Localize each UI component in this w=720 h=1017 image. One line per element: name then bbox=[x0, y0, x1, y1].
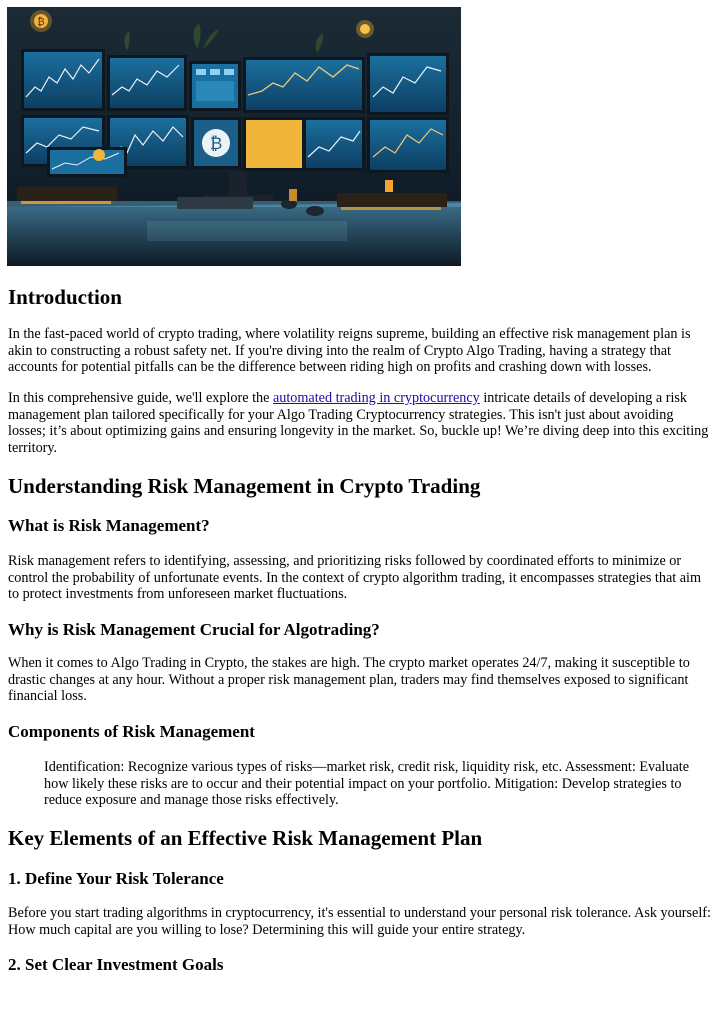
intro-paragraph-2 bbox=[8, 390, 712, 456]
why-paragraph: When it comes to Algo Trading in Crypto, the stakes are high. The crypto market operates 24/7, making it susceptible to drastic changes at any hour. Without a proper risk management plan, traders may find themselves exposed to significant financial loss. bbox=[8, 655, 690, 705]
crypto-trading-monitors-illustration bbox=[7, 7, 461, 266]
define-tolerance-heading: 1. Define Your Risk Tolerance bbox=[8, 869, 224, 888]
components-paragraph: Identification: Recognize various types of risks—market risk, credit risk, liquidity risk, etc. Assessment: Evaluate how likely these risks are to occur and their potential impact on your portfolio. Mitigation: Develop strategies to reduce exposure and manage those risks effectively. bbox=[44, 759, 689, 809]
svg-text:₿: ₿ bbox=[37, 17, 45, 28]
what-paragraph: Risk management refers to identifying, assessing, and prioritizing risks followed by coordinated efforts to minimize or control the probability of unfortunate events. In the context of crypto algorithm trading, it encompasses strategies that aim to protect investments from unforeseen market fluctuations. bbox=[8, 553, 702, 603]
intro-paragraph-1: In the fast-paced world of crypto trading, where volatility reigns supreme, building an effective risk management plan is akin to constructing a robust safety net. If you're diving into the realm of Crypto Algo Trading, having a strategy that accounts for potential pitfalls can be the difference between riding high on profits and crashing down with losses. bbox=[8, 326, 691, 376]
goals-heading: 2. Set Clear Investment Goals bbox=[8, 955, 224, 974]
what-heading: What is Risk Management? bbox=[8, 516, 210, 535]
hero-image bbox=[7, 7, 461, 266]
why-heading: Why is Risk Management Crucial for Algotrading? bbox=[8, 620, 380, 639]
intro-heading: Introduction bbox=[8, 285, 122, 309]
intro-paragraph-2-start: In this comprehensive guide, we'll explore the bbox=[8, 390, 273, 406]
svg-text:₿: ₿ bbox=[209, 134, 223, 154]
components-heading: Components of Risk Management bbox=[8, 722, 255, 741]
automated-trading-link[interactable]: automated trading in cryptocurrency bbox=[272, 390, 480, 406]
section-heading-understanding: Understanding Risk Management in Crypto Trading bbox=[8, 474, 481, 498]
intro-paragraph-2-end: intricate details of developing a risk management plan tailored specifically for your Algo Trading Cryptocurrency strategies. This isn't just about avoiding losses; it’s about optimizing gains and ensuring longevity in the market. So, buckle up! We’re diving deep into this exciting territory. bbox=[8, 390, 709, 456]
define-tolerance-paragraph: Before you start trading algorithms in cryptocurrency, it's essential to understand your personal risk tolerance. Ask yourself: How much capital are you willing to lose? Determining this will guide your entire strategy. bbox=[8, 905, 711, 938]
section-heading-key-elements: Key Elements of an Effective Risk Management Plan bbox=[8, 826, 483, 850]
